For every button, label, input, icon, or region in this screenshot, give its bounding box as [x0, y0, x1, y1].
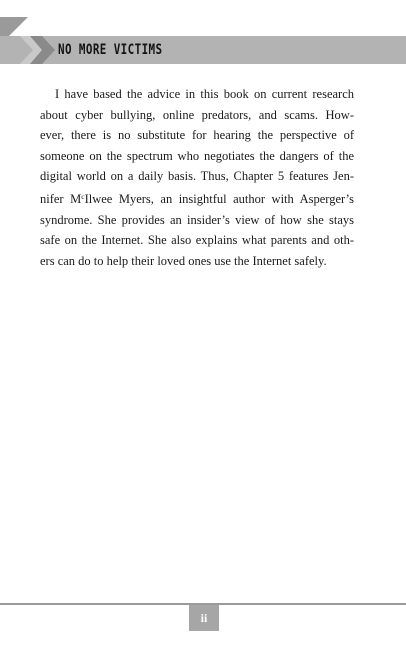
- running-title: NO MORE VICTIMS: [58, 42, 163, 58]
- text-segment: nifer M: [40, 191, 82, 206]
- text-line: about cyber bullying, online predators, and scams. How-: [40, 107, 354, 122]
- text-line: [40, 187, 354, 210]
- text-line: syndrome. She provides an insider’s view of how she stays: [40, 212, 354, 227]
- text-line: someone on the spectrum who negotiates the dangers of the: [40, 148, 354, 163]
- text-line: ever, there is no substitute for hearing the perspective of: [40, 128, 354, 143]
- text-line: I have based the advice in this book on current research: [55, 87, 354, 101]
- page-number: ii: [200, 611, 208, 625]
- superscript: c: [81, 191, 85, 201]
- text-line: digital world on a daily basis. Thus, Chapter 5 features Jen-: [40, 169, 354, 184]
- text-segment: Ilwee Myers, an insightful author with Asperger’s: [84, 191, 354, 206]
- text-line: ers can do to help their loved ones use the Internet safely.: [40, 253, 327, 268]
- text-line: safe on the Internet. She also explains what parents and oth-: [40, 233, 354, 248]
- body-paragraph: [40, 84, 354, 271]
